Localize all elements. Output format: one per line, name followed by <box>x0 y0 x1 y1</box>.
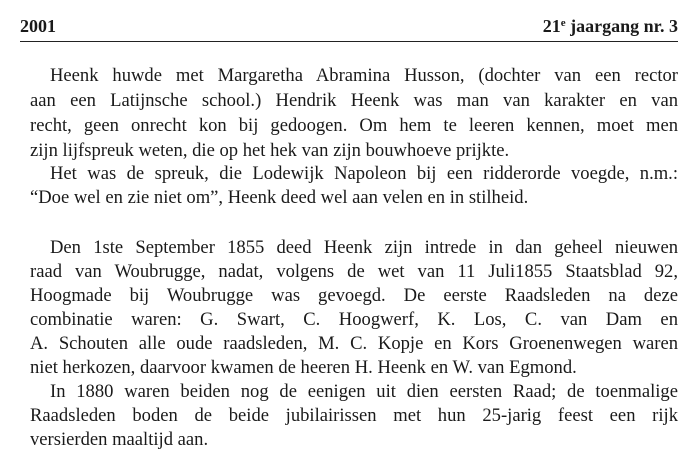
paragraph-4-line-2: Raadsleden boden de beide jubilairissen met hun 25-jarig feest een rijk <box>30 405 678 426</box>
header-volume-issue <box>543 14 678 38</box>
header-volume-number: 21 <box>542 16 561 36</box>
header-rule <box>20 41 678 42</box>
paragraph-2-line-2: “Doe wel en zie niet om”, Heenk deed wel aan velen en in stilheid. <box>30 187 529 208</box>
paragraph-4-line-1: In 1880 waren beiden nog de eenigen uit dien eersten Raad; de toenmalige <box>50 381 678 402</box>
paragraph-1-line-3: recht, geen onrecht kon bij gedoogen. Om hem te leeren kennen, moet men <box>30 115 678 136</box>
page-header <box>20 14 678 38</box>
paragraph-3-line-3: Hoogmade bij Woubrugge was gevoegd. De eerste Raadsleden na deze <box>30 285 678 306</box>
header-volume-tail: jaargang nr. 3 <box>565 16 678 36</box>
paragraph-1-line-1: Heenk huwde met Margaretha Abramina Husson, (dochter van een rector <box>50 65 678 86</box>
paragraph-3-line-5: A. Schouten alle oude raadsleden, M. C. Kopje en Kors Groenenwegen waren <box>30 333 678 354</box>
header-volume-superscript: e <box>560 17 566 29</box>
paragraph-1-line-2: aan een Latijnsche school.) Hendrik Heenk was man van karakter en van <box>30 90 678 111</box>
paragraph-3-line-6: niet herkozen, daarvoor kwamen de heeren H. Heenk en W. van Egmond. <box>30 357 577 378</box>
paragraph-3-line-4: combinatie waren: G. Swart, C. Hoogwerf, K. Los, C. van Dam en <box>30 309 678 330</box>
paragraph-4-line-3: versierden maaltijd aan. <box>30 429 209 450</box>
paragraph-3-line-2: raad van Woubrugge, nadat, volgens de wet van 11 Juli1855 Staatsblad 92, <box>30 261 678 282</box>
header-year: 2001 <box>20 16 56 36</box>
paragraph-3-line-1: Den 1ste September 1855 deed Heenk zijn intrede in dan geheel nieuwen <box>50 237 678 258</box>
paragraph-1-line-4: zijn lijfspreuk weten, die op het hek van zijn bouwhoeve prijkte. <box>30 140 510 161</box>
paragraph-2-line-1: Het was de spreuk, die Lodewijk Napoleon bij een ridderorde voegde, n.m.: <box>50 163 678 184</box>
